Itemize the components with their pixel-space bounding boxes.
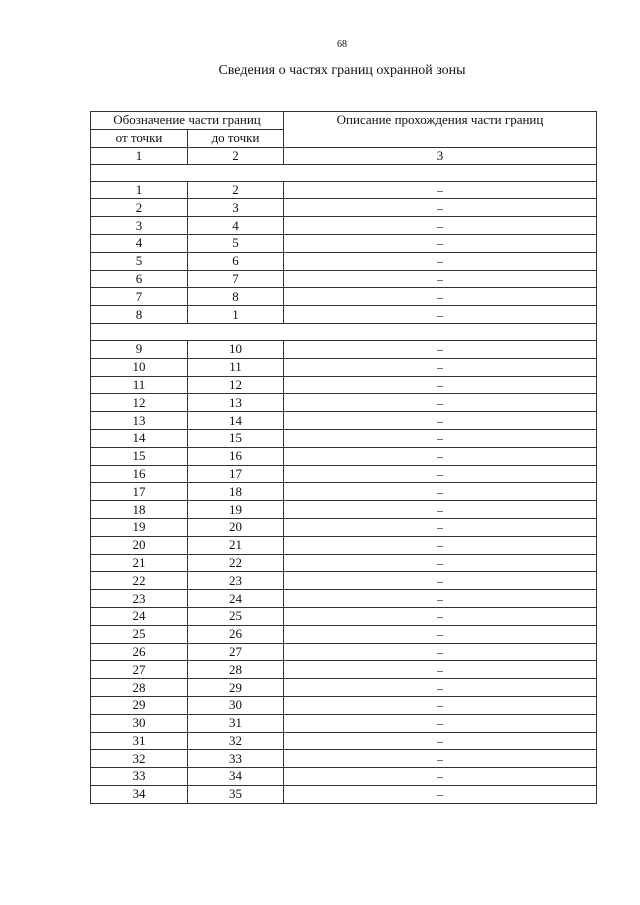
header-to-point: до точки — [188, 129, 284, 147]
description-cell: – — [284, 483, 597, 501]
table-row — [91, 412, 597, 430]
to-point-cell: 22 — [188, 554, 284, 572]
from-point-cell: 17 — [91, 483, 188, 501]
header-boundary-part-designation: Обозначение части границ — [91, 112, 284, 130]
table-row — [91, 696, 597, 714]
table-row — [91, 518, 597, 536]
from-point-cell: 31 — [91, 732, 188, 750]
to-point-cell: 8 — [188, 288, 284, 306]
to-point-cell: 17 — [188, 465, 284, 483]
to-point-cell: 13 — [188, 394, 284, 412]
to-point-cell: 18 — [188, 483, 284, 501]
description-cell: – — [284, 536, 597, 554]
table-row — [91, 643, 597, 661]
table-row — [91, 501, 597, 519]
description-cell: – — [284, 625, 597, 643]
description-cell: – — [284, 501, 597, 519]
from-point-cell: 22 — [91, 572, 188, 590]
table-row — [91, 465, 597, 483]
to-point-cell: 4 — [188, 217, 284, 235]
from-point-cell: 4 — [91, 234, 188, 252]
table-row — [91, 340, 597, 358]
from-point-cell: 26 — [91, 643, 188, 661]
description-cell: – — [284, 679, 597, 697]
from-point-cell: 2 — [91, 199, 188, 217]
table-row — [91, 306, 597, 324]
to-point-cell: 15 — [188, 429, 284, 447]
table-row — [91, 358, 597, 376]
table-row — [91, 536, 597, 554]
table-row — [91, 768, 597, 786]
description-cell: – — [284, 572, 597, 590]
table-row — [91, 181, 597, 199]
from-point-cell: 27 — [91, 661, 188, 679]
table-row — [91, 447, 597, 465]
table-row — [91, 394, 597, 412]
from-point-cell: 30 — [91, 714, 188, 732]
from-point-cell: 16 — [91, 465, 188, 483]
from-point-cell: 15 — [91, 447, 188, 465]
from-point-cell: 6 — [91, 270, 188, 288]
to-point-cell: 31 — [188, 714, 284, 732]
from-point-cell: 12 — [91, 394, 188, 412]
table-row — [91, 554, 597, 572]
from-point-cell: 19 — [91, 518, 188, 536]
column-number: 2 — [188, 147, 284, 164]
to-point-cell: 23 — [188, 572, 284, 590]
table-row — [91, 483, 597, 501]
table-row — [91, 590, 597, 608]
to-point-cell: 6 — [188, 252, 284, 270]
to-point-cell: 2 — [188, 181, 284, 199]
to-point-cell: 24 — [188, 590, 284, 608]
section-separator — [91, 323, 597, 340]
column-number: 3 — [284, 147, 597, 164]
from-point-cell: 33 — [91, 768, 188, 786]
from-point-cell: 24 — [91, 607, 188, 625]
description-cell: – — [284, 340, 597, 358]
table-header — [91, 112, 597, 165]
description-cell: – — [284, 358, 597, 376]
to-point-cell: 20 — [188, 518, 284, 536]
table-row — [91, 288, 597, 306]
description-cell: – — [284, 714, 597, 732]
description-cell: – — [284, 750, 597, 768]
to-point-cell: 35 — [188, 785, 284, 803]
from-point-cell: 29 — [91, 696, 188, 714]
from-point-cell: 5 — [91, 252, 188, 270]
section-separator — [91, 164, 597, 181]
from-point-cell: 11 — [91, 376, 188, 394]
boundary-parts-table — [90, 111, 597, 804]
description-cell: – — [284, 661, 597, 679]
from-point-cell: 25 — [91, 625, 188, 643]
column-number: 1 — [91, 147, 188, 164]
description-cell: – — [284, 465, 597, 483]
to-point-cell: 28 — [188, 661, 284, 679]
to-point-cell: 11 — [188, 358, 284, 376]
to-point-cell: 33 — [188, 750, 284, 768]
to-point-cell: 7 — [188, 270, 284, 288]
to-point-cell: 14 — [188, 412, 284, 430]
from-point-cell: 9 — [91, 340, 188, 358]
to-point-cell: 19 — [188, 501, 284, 519]
table-row — [91, 732, 597, 750]
from-point-cell: 3 — [91, 217, 188, 235]
table-row — [91, 679, 597, 697]
to-point-cell: 12 — [188, 376, 284, 394]
from-point-cell: 20 — [91, 536, 188, 554]
header-boundary-description: Описание прохождения части границ — [284, 112, 597, 148]
to-point-cell: 30 — [188, 696, 284, 714]
section-separator-row — [91, 323, 597, 340]
section-separator-row — [91, 164, 597, 181]
from-point-cell: 7 — [91, 288, 188, 306]
description-cell: – — [284, 643, 597, 661]
table-row — [91, 234, 597, 252]
table-row — [91, 625, 597, 643]
from-point-cell: 1 — [91, 181, 188, 199]
description-cell: – — [284, 199, 597, 217]
column-number-row — [91, 147, 597, 164]
from-point-cell: 28 — [91, 679, 188, 697]
table-row — [91, 252, 597, 270]
to-point-cell: 16 — [188, 447, 284, 465]
to-point-cell: 34 — [188, 768, 284, 786]
to-point-cell: 29 — [188, 679, 284, 697]
table-row — [91, 785, 597, 803]
to-point-cell: 1 — [188, 306, 284, 324]
to-point-cell: 25 — [188, 607, 284, 625]
description-cell: – — [284, 270, 597, 288]
page-title: Сведения о частях границ охранной зоны — [218, 63, 466, 78]
description-cell: – — [284, 181, 597, 199]
to-point-cell: 10 — [188, 340, 284, 358]
table-row — [91, 199, 597, 217]
description-cell: – — [284, 306, 597, 324]
from-point-cell: 18 — [91, 501, 188, 519]
table-row — [91, 270, 597, 288]
table-row — [91, 572, 597, 590]
from-point-cell: 14 — [91, 429, 188, 447]
table-body — [91, 164, 597, 803]
description-cell: – — [284, 252, 597, 270]
description-cell: – — [284, 785, 597, 803]
description-cell: – — [284, 732, 597, 750]
table-row — [91, 429, 597, 447]
table-row — [91, 661, 597, 679]
description-cell: – — [284, 429, 597, 447]
from-point-cell: 21 — [91, 554, 188, 572]
table-row — [91, 714, 597, 732]
description-cell: – — [284, 590, 597, 608]
description-cell: – — [284, 518, 597, 536]
header-from-point: от точки — [91, 129, 188, 147]
description-cell: – — [284, 607, 597, 625]
from-point-cell: 23 — [91, 590, 188, 608]
to-point-cell: 21 — [188, 536, 284, 554]
from-point-cell: 34 — [91, 785, 188, 803]
table-row — [91, 217, 597, 235]
table-row — [91, 750, 597, 768]
description-cell: – — [284, 554, 597, 572]
description-cell: – — [284, 412, 597, 430]
description-cell: – — [284, 768, 597, 786]
from-point-cell: 10 — [91, 358, 188, 376]
description-cell: – — [284, 288, 597, 306]
to-point-cell: 26 — [188, 625, 284, 643]
from-point-cell: 32 — [91, 750, 188, 768]
from-point-cell: 13 — [91, 412, 188, 430]
table-row — [91, 607, 597, 625]
to-point-cell: 3 — [188, 199, 284, 217]
description-cell: – — [284, 447, 597, 465]
to-point-cell: 27 — [188, 643, 284, 661]
to-point-cell: 32 — [188, 732, 284, 750]
description-cell: – — [284, 696, 597, 714]
description-cell: – — [284, 394, 597, 412]
description-cell: – — [284, 234, 597, 252]
to-point-cell: 5 — [188, 234, 284, 252]
page-number: 68 — [337, 39, 347, 50]
description-cell: – — [284, 217, 597, 235]
from-point-cell: 8 — [91, 306, 188, 324]
description-cell: – — [284, 376, 597, 394]
table-row — [91, 376, 597, 394]
